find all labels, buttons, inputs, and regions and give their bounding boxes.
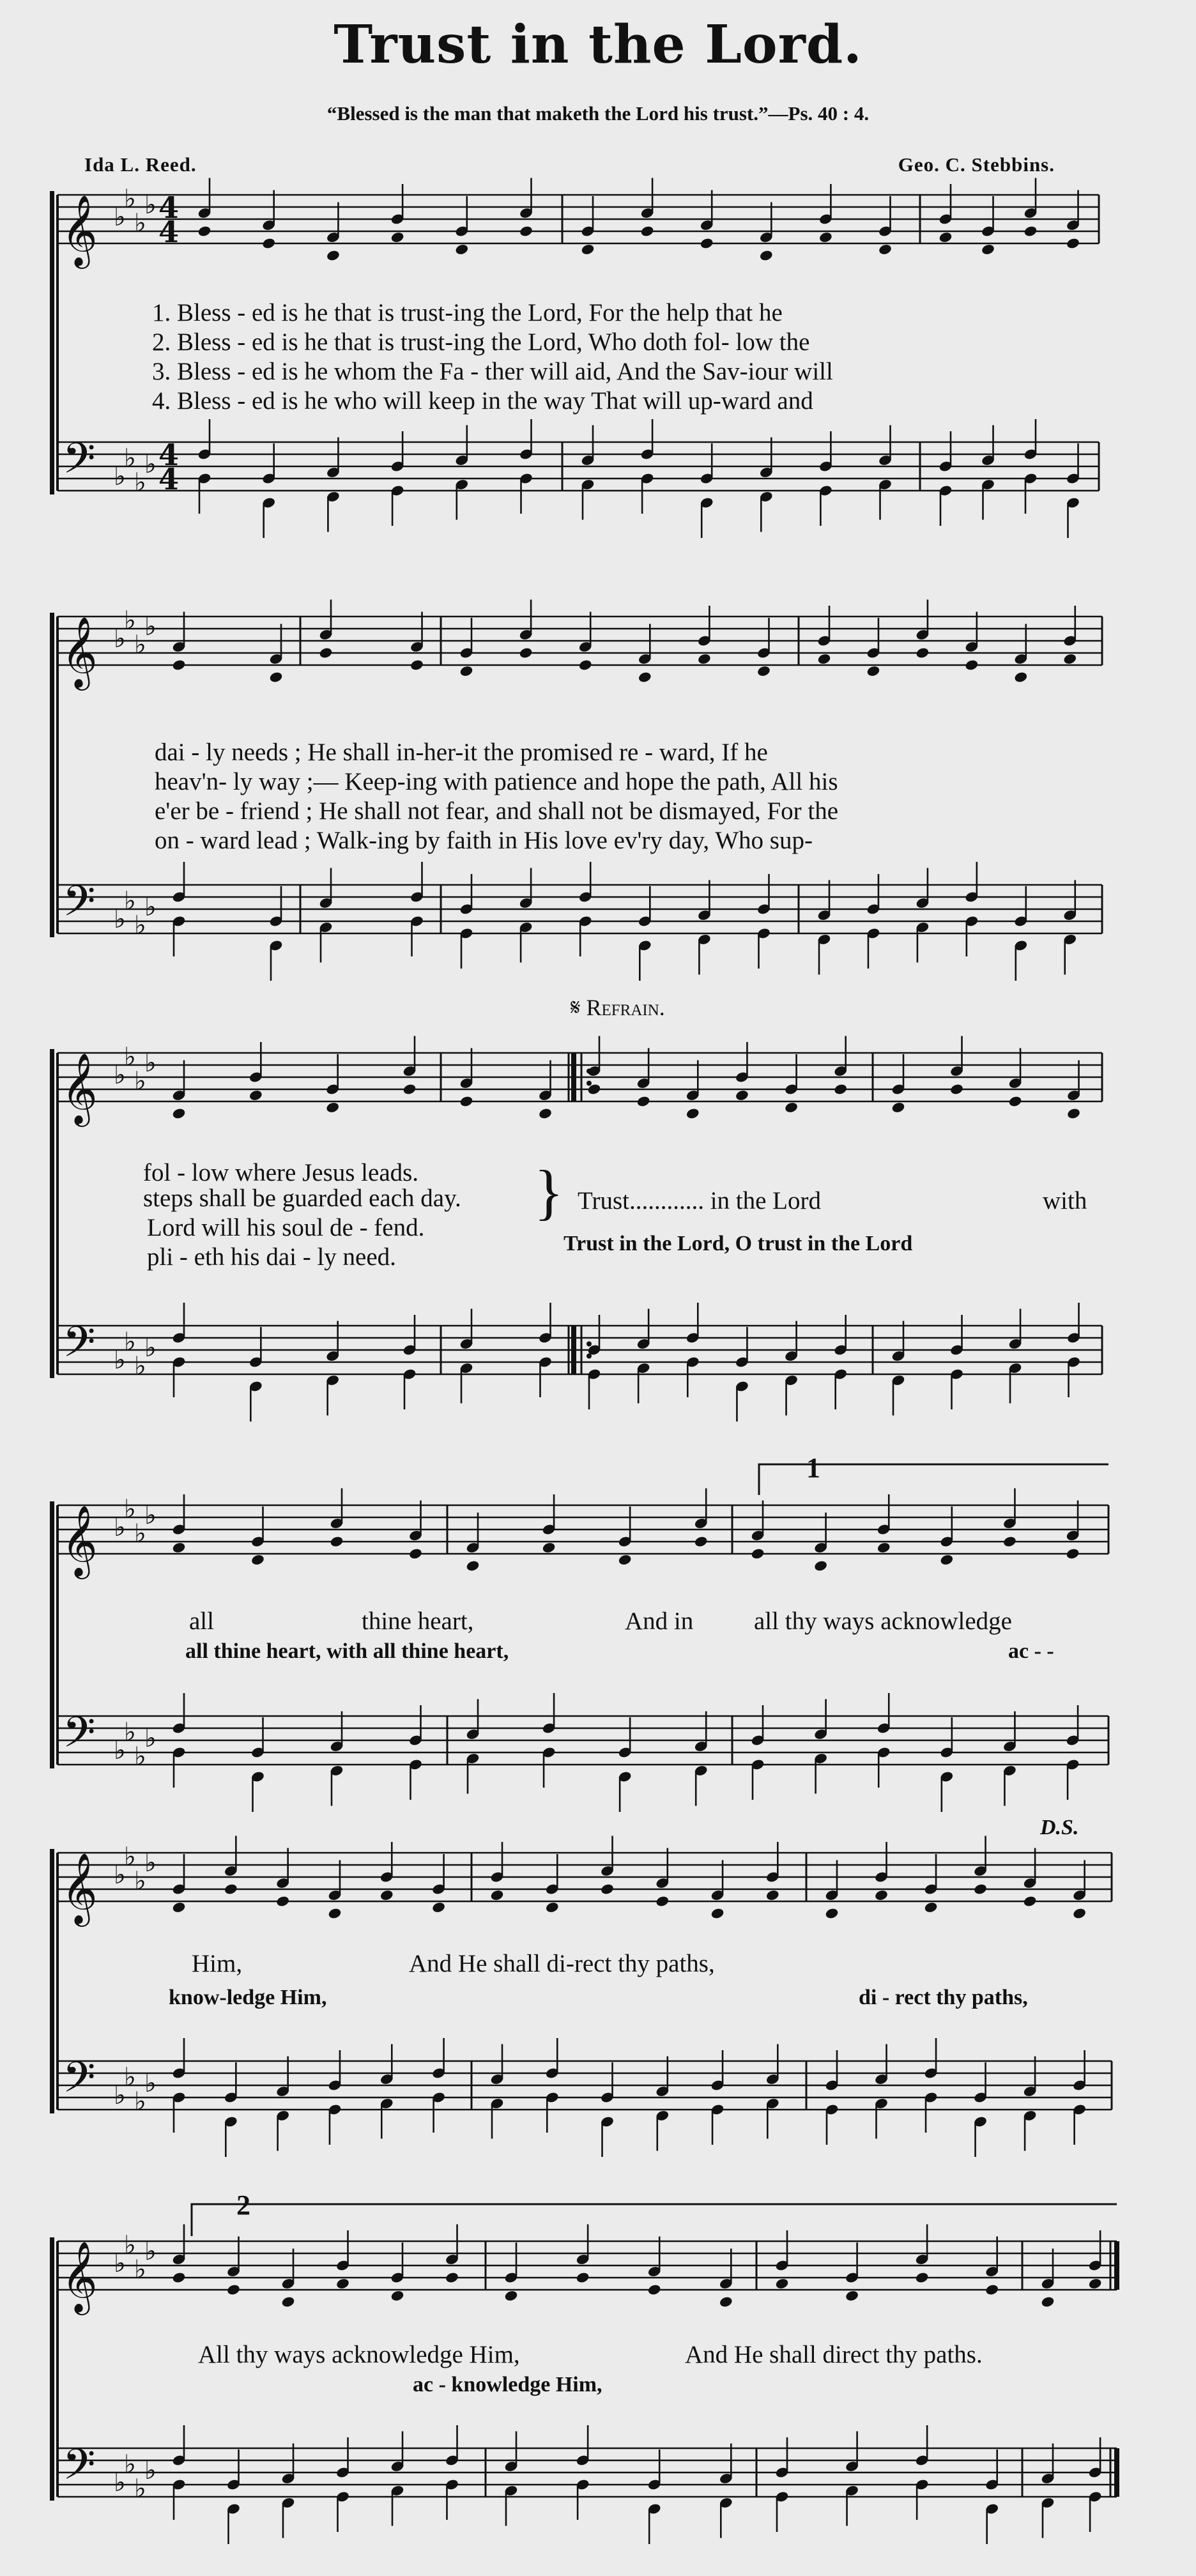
- system-brace: [50, 191, 54, 494]
- system-brace: [50, 2237, 54, 2501]
- time-sig-bottom: 4: [158, 462, 180, 496]
- ds-marking: D.S.: [1040, 1816, 1079, 1839]
- flat-icon: ♭: [134, 1519, 146, 1549]
- verse-4-line-1: 4. Bless - ed is he who will keep in the way That will up-ward and: [152, 387, 813, 415]
- flat-icon: ♭: [124, 184, 136, 214]
- flat-icon: ♭: [114, 1061, 126, 1090]
- verse-4-line-2: on - ward lead ; Walk-ing by faith in His love ev'ry day, Who sup-: [155, 827, 813, 854]
- composer-credit: Geo. C. Stebbins.: [898, 153, 1055, 176]
- flat-icon: ♭: [144, 1501, 157, 1530]
- treble-clef-icon: 𝄞: [61, 1505, 98, 1576]
- flat-icon: ♭: [134, 208, 146, 238]
- quarter-note: [825, 1908, 838, 1919]
- bass-clef-icon: 𝄢: [63, 1708, 96, 1767]
- quarter-note: [916, 647, 929, 659]
- treble-clef-icon: 𝄞: [61, 2241, 98, 2312]
- refrain-s6-soprano: All thy ways acknowledge Him,: [198, 2341, 520, 2368]
- quarter-note: [1073, 1908, 1086, 1919]
- quarter-note: [940, 1554, 953, 1565]
- flat-icon: ♭: [144, 2069, 157, 2098]
- refrain-s4-and-in: And in: [625, 1607, 694, 1635]
- quarter-note: [700, 238, 714, 249]
- repeat-dot: [586, 1069, 592, 1074]
- flat-icon: ♭: [134, 630, 146, 660]
- quarter-note: [638, 671, 652, 683]
- quarter-note: [878, 243, 892, 255]
- quarter-note: [172, 1542, 185, 1553]
- hymn-title: Trust in the Lord.: [334, 14, 862, 75]
- quarter-note: [950, 1084, 963, 1095]
- quarter-note: [719, 2296, 733, 2308]
- quarter-note: [224, 1883, 238, 1895]
- verse-4-line-3: pli - eth his dai - ly need.: [147, 1243, 396, 1271]
- quarter-note: [542, 1542, 555, 1553]
- bass-clef-icon: 𝄢: [63, 877, 96, 936]
- quarter-note: [1023, 1896, 1036, 1907]
- quarter-note: [504, 2290, 518, 2301]
- quarter-note: [269, 671, 282, 683]
- flat-icon: ♭: [144, 1333, 157, 1363]
- verse-1-line-1: 1. Bless - ed is he that is trust-ing the Lord, For the help that he: [152, 299, 783, 326]
- quarter-note: [579, 659, 592, 671]
- quarter-note: [686, 1108, 700, 1119]
- quarter-note: [276, 1896, 289, 1907]
- refrain-soprano-with: with: [1043, 1187, 1087, 1215]
- system-brace: [50, 1049, 54, 1378]
- quarter-note: [751, 1548, 764, 1560]
- quarter-note: [459, 1096, 473, 1107]
- treble-clef-icon: 𝄞: [61, 1052, 98, 1124]
- flat-icon: ♭: [114, 905, 126, 934]
- quarter-note: [1041, 2296, 1054, 2308]
- flat-icon: ♭: [144, 1724, 157, 1753]
- quarter-note: [915, 2272, 928, 2283]
- treble-clef-icon: 𝄞: [61, 194, 98, 266]
- quarter-note: [834, 1084, 847, 1095]
- flat-icon: ♭: [114, 2468, 126, 2497]
- quarter-note: [785, 1101, 798, 1113]
- quarter-note: [760, 250, 773, 261]
- refrain-s4-thine-heart: thine heart,: [362, 1607, 474, 1635]
- flat-icon: ♭: [144, 1848, 157, 1878]
- refrain-s4-all: all: [189, 1607, 214, 1635]
- quarter-note: [924, 1901, 937, 1913]
- flat-icon: ♭: [134, 2087, 146, 2117]
- verse-brace: }: [534, 1158, 564, 1226]
- quarter-note: [227, 2284, 240, 2296]
- flat-icon: ♭: [144, 450, 157, 479]
- quarter-note: [656, 1896, 669, 1907]
- flat-icon: ♭: [114, 462, 126, 491]
- quarter-note: [1003, 1536, 1016, 1547]
- flat-icon: ♭: [114, 1513, 126, 1542]
- quarter-note: [757, 665, 770, 677]
- flat-icon: ♭: [144, 612, 157, 641]
- quarter-note: [1023, 226, 1037, 237]
- flat-icon: ♭: [124, 1717, 136, 1747]
- quarter-note: [939, 231, 952, 243]
- flat-icon: ♭: [114, 2081, 126, 2110]
- verse-1-line-2: dai - ly needs ; He shall in-her-it the promised re - ward, If he: [155, 739, 768, 766]
- refrain-s5-bass-2: di - rect thy paths,: [859, 1986, 1028, 2009]
- flat-icon: ♭: [144, 1048, 157, 1078]
- flat-icon: ♭: [134, 2474, 146, 2504]
- flat-icon: ♭: [124, 606, 136, 636]
- flat-icon: ♭: [134, 1351, 146, 1381]
- refrain-label: 𝄋 Refrain.: [571, 995, 665, 1020]
- quarter-note: [539, 1108, 552, 1119]
- verse-2-line-2: heav'n- ly way ;— Keep-ing with patience and hope the path, All his: [155, 768, 838, 795]
- quarter-note: [1067, 1108, 1080, 1119]
- refrain-s6-bass: ac - knowledge Him,: [413, 2373, 602, 2396]
- quarter-note: [390, 2290, 404, 2301]
- time-sig-top: 4: [158, 190, 180, 225]
- flat-icon: ♭: [124, 2230, 136, 2260]
- quarter-note: [459, 665, 473, 677]
- flat-icon: ♭: [144, 2237, 157, 2266]
- quarter-note: [1063, 653, 1077, 664]
- quarter-note: [455, 243, 468, 255]
- flat-icon: ♭: [124, 886, 136, 916]
- quarter-note: [1088, 2278, 1101, 2289]
- lyricist-credit: Ida L. Reed.: [84, 153, 197, 176]
- quarter-note: [409, 1548, 422, 1560]
- refrain-soprano-line-1: Trust............ in the Lord: [578, 1187, 821, 1215]
- quarter-note: [1066, 238, 1080, 249]
- quarter-note: [735, 1089, 749, 1101]
- system-brace: [50, 1849, 54, 2113]
- quarter-note: [251, 1554, 264, 1565]
- quarter-note: [618, 1554, 631, 1565]
- refrain-s4-bass: all thine heart, with all thine heart,: [185, 1639, 509, 1663]
- repeat-dot: [586, 1342, 592, 1347]
- flat-icon: ♭: [134, 1066, 146, 1096]
- flat-icon: ♭: [124, 2062, 136, 2092]
- quarter-note: [891, 1101, 905, 1113]
- quarter-note: [636, 1096, 650, 1107]
- quarter-note: [1008, 1096, 1022, 1107]
- verse-1-line-3: fol - low where Jesus leads.: [143, 1159, 419, 1186]
- quarter-note: [766, 1889, 779, 1901]
- flat-icon: ♭: [114, 1736, 126, 1765]
- flat-icon: ♭: [114, 1346, 126, 1375]
- quarter-note: [390, 231, 404, 243]
- quarter-note: [875, 1889, 888, 1901]
- quarter-note: [965, 659, 978, 671]
- flat-icon: ♭: [114, 2249, 126, 2278]
- refrain-s5-bass-1: know-ledge Him,: [169, 1986, 327, 2009]
- quarter-note: [775, 2278, 788, 2289]
- quarter-note: [866, 665, 880, 677]
- quarter-note: [981, 243, 995, 255]
- treble-clef-icon: 𝄞: [61, 1852, 98, 1924]
- quarter-note: [1014, 671, 1027, 683]
- quarter-note: [172, 1108, 185, 1119]
- quarter-note: [410, 659, 424, 671]
- repeat-dot: [586, 1354, 592, 1359]
- quarter-note: [877, 1542, 891, 1553]
- quarter-note: [490, 1889, 503, 1901]
- quarter-note: [172, 2272, 185, 2283]
- second-ending-number: 2: [236, 2189, 250, 2221]
- quarter-note: [519, 226, 533, 237]
- flat-icon: ♭: [124, 1842, 136, 1872]
- quarter-note: [281, 2296, 295, 2308]
- quarter-note: [817, 653, 831, 664]
- quarter-note: [445, 2272, 459, 2283]
- quarter-note: [1066, 1548, 1079, 1560]
- quarter-note: [601, 1883, 614, 1895]
- flat-icon: ♭: [114, 1860, 126, 1890]
- quarter-note: [640, 226, 654, 237]
- flat-icon: ♭: [124, 1042, 136, 1072]
- quarter-note: [710, 1908, 724, 1919]
- quarter-note: [330, 1536, 343, 1547]
- bass-clef-icon: 𝄢: [63, 434, 96, 493]
- flat-icon: ♭: [134, 2255, 146, 2285]
- quarter-note: [648, 2284, 661, 2296]
- quarter-note: [698, 653, 711, 664]
- quarter-note: [328, 1908, 341, 1919]
- verse-2-line-1: 2. Bless - ed is he that is trust-ing the Lord, Who doth fol- low the: [152, 328, 810, 356]
- refrain-s6-soprano-2: And He shall direct thy paths.: [685, 2341, 983, 2368]
- refrain-s4-ways: all thy ways acknowledge: [754, 1607, 1012, 1635]
- quarter-note: [576, 2272, 589, 2283]
- quarter-note: [319, 647, 332, 659]
- quarter-note: [249, 1089, 263, 1101]
- flat-icon: ♭: [134, 1742, 146, 1772]
- refrain-bass-line-1: Trust in the Lord, O trust in the Lord: [564, 1232, 913, 1255]
- bass-clef-icon: 𝄢: [63, 1317, 96, 1377]
- quarter-note: [197, 226, 211, 237]
- quarter-note: [336, 2278, 349, 2289]
- quarter-note: [546, 1901, 559, 1913]
- refrain-s4-ac: ac - -: [1008, 1639, 1054, 1663]
- flat-icon: ♭: [144, 2456, 157, 2485]
- flat-icon: ♭: [144, 893, 157, 922]
- flat-icon: ♭: [114, 624, 126, 654]
- verse-3-line-1: 3. Bless - ed is he whom the Fa - ther will aid, And the Sav-iour will: [152, 358, 833, 385]
- system-brace: [50, 613, 54, 937]
- flat-icon: ♭: [114, 203, 126, 232]
- quarter-note: [581, 243, 594, 255]
- verse-3-line-2: e'er be - friend ; He shall not fear, and shall not be dismayed, For the: [155, 797, 839, 825]
- flat-icon: ♭: [124, 1327, 136, 1357]
- flat-icon: ♭: [134, 1866, 146, 1896]
- quarter-note: [694, 1536, 708, 1547]
- quarter-note: [814, 1560, 827, 1572]
- verse-3-line-3: Lord will his soul de - fend.: [147, 1214, 425, 1241]
- bass-clef-icon: 𝄢: [63, 2440, 96, 2499]
- segno-icon: 𝄋: [571, 995, 581, 1020]
- quarter-note: [985, 2284, 999, 2296]
- treble-clef-icon: 𝄞: [61, 616, 98, 687]
- quarter-note: [326, 1101, 339, 1113]
- flat-icon: ♭: [124, 1494, 136, 1524]
- quarter-note: [326, 250, 340, 261]
- quarter-note: [380, 1889, 394, 1901]
- flat-icon: ♭: [134, 468, 146, 498]
- time-sig-bottom: 4: [158, 215, 180, 249]
- refrain-s5-direct: And He shall di-rect thy paths,: [409, 1950, 715, 1977]
- verse-2-line-3: steps shall be guarded each day.: [143, 1184, 461, 1212]
- refrain-s5-him: Him,: [192, 1950, 243, 1977]
- quarter-note: [432, 1901, 445, 1913]
- quarter-note: [519, 647, 532, 659]
- quarter-note: [819, 231, 832, 243]
- flat-icon: ♭: [144, 190, 157, 220]
- flat-icon: ♭: [124, 2450, 136, 2480]
- flat-icon: ♭: [134, 910, 146, 940]
- quarter-note: [845, 2290, 859, 2301]
- quarter-note: [466, 1560, 479, 1572]
- quarter-note: [402, 1084, 416, 1095]
- first-ending-number: 1: [806, 1452, 820, 1483]
- repeat-dot: [586, 1081, 592, 1086]
- time-sig-top: 4: [158, 438, 180, 472]
- system-brace: [50, 1501, 54, 1768]
- flat-icon: ♭: [124, 443, 136, 473]
- quarter-note: [172, 659, 185, 671]
- second-ending-bracket: [192, 2204, 1117, 2236]
- quarter-note: [262, 238, 275, 249]
- quarter-note: [172, 1901, 185, 1913]
- scripture-epigraph: “Blessed is the man that maketh the Lord his trust.”—Ps. 40 : 4.: [326, 102, 870, 125]
- bass-clef-icon: 𝄢: [63, 2053, 96, 2112]
- quarter-note: [974, 1883, 987, 1895]
